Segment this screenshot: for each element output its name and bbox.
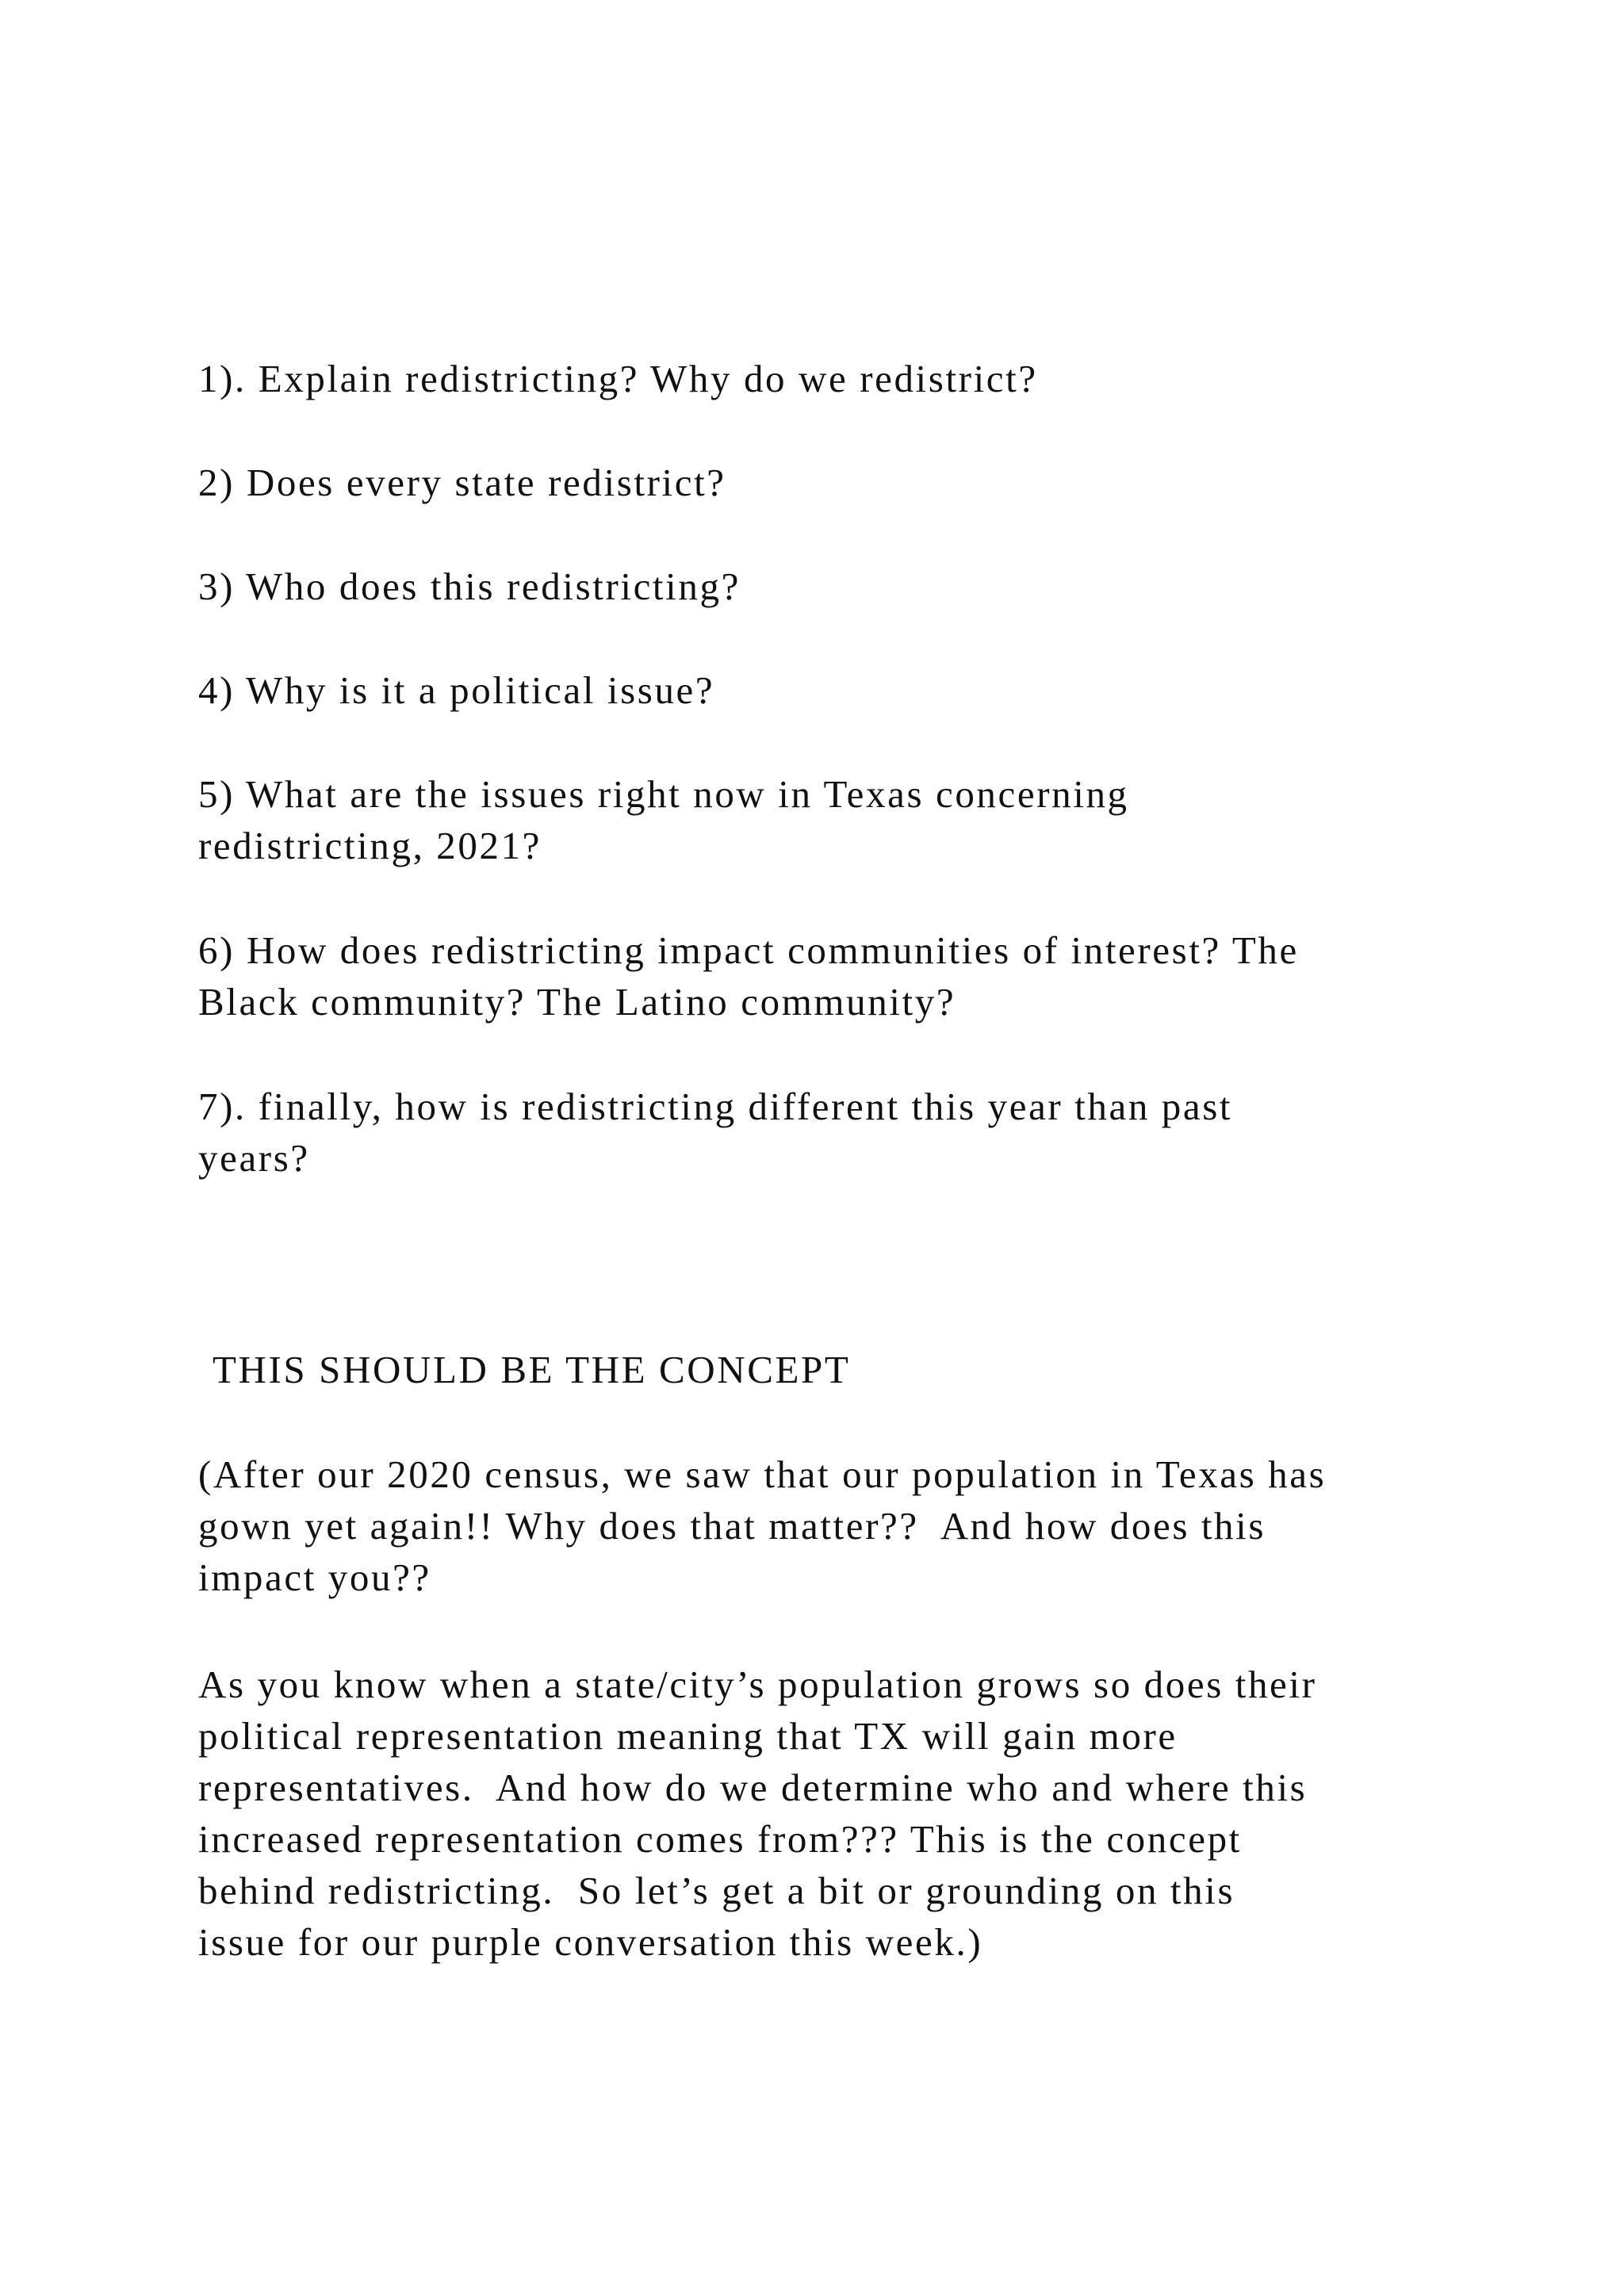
concept-paragraph-1: (After our 2020 census, we saw that our population in Texas has gown yet again!! Why does that matter?? And how does this impact you?? [198, 1452, 1327, 1599]
question-6: 6) How does redistricting impact communities of interest? The Black community? The Latino community? [198, 928, 1299, 1024]
question-4: 4) Why is it a political issue? [198, 668, 715, 712]
question-7: 7). finally, how is redistricting different this year than past years? [198, 1085, 1233, 1180]
concept-heading: THIS SHOULD BE THE CONCEPT [213, 1348, 851, 1391]
question-1: 1). Explain redistricting? Why do we redistrict? [198, 357, 1038, 400]
question-3: 3) Who does this redistricting? [198, 564, 741, 608]
concept-paragraph-2: As you know when a state/city’s population grows so does their political representation meaning that TX will gain more representatives. And how do we determine who and where this increased representation comes from??? This is the concept behind redistricting. So let’s get a bit or grounding on this issue for our purple conversation this week.) [198, 1663, 1317, 1964]
question-2: 2) Does every state redistrict? [198, 461, 726, 504]
question-5: 5) What are the issues right now in Texas concerning redistricting, 2021? [198, 772, 1129, 867]
